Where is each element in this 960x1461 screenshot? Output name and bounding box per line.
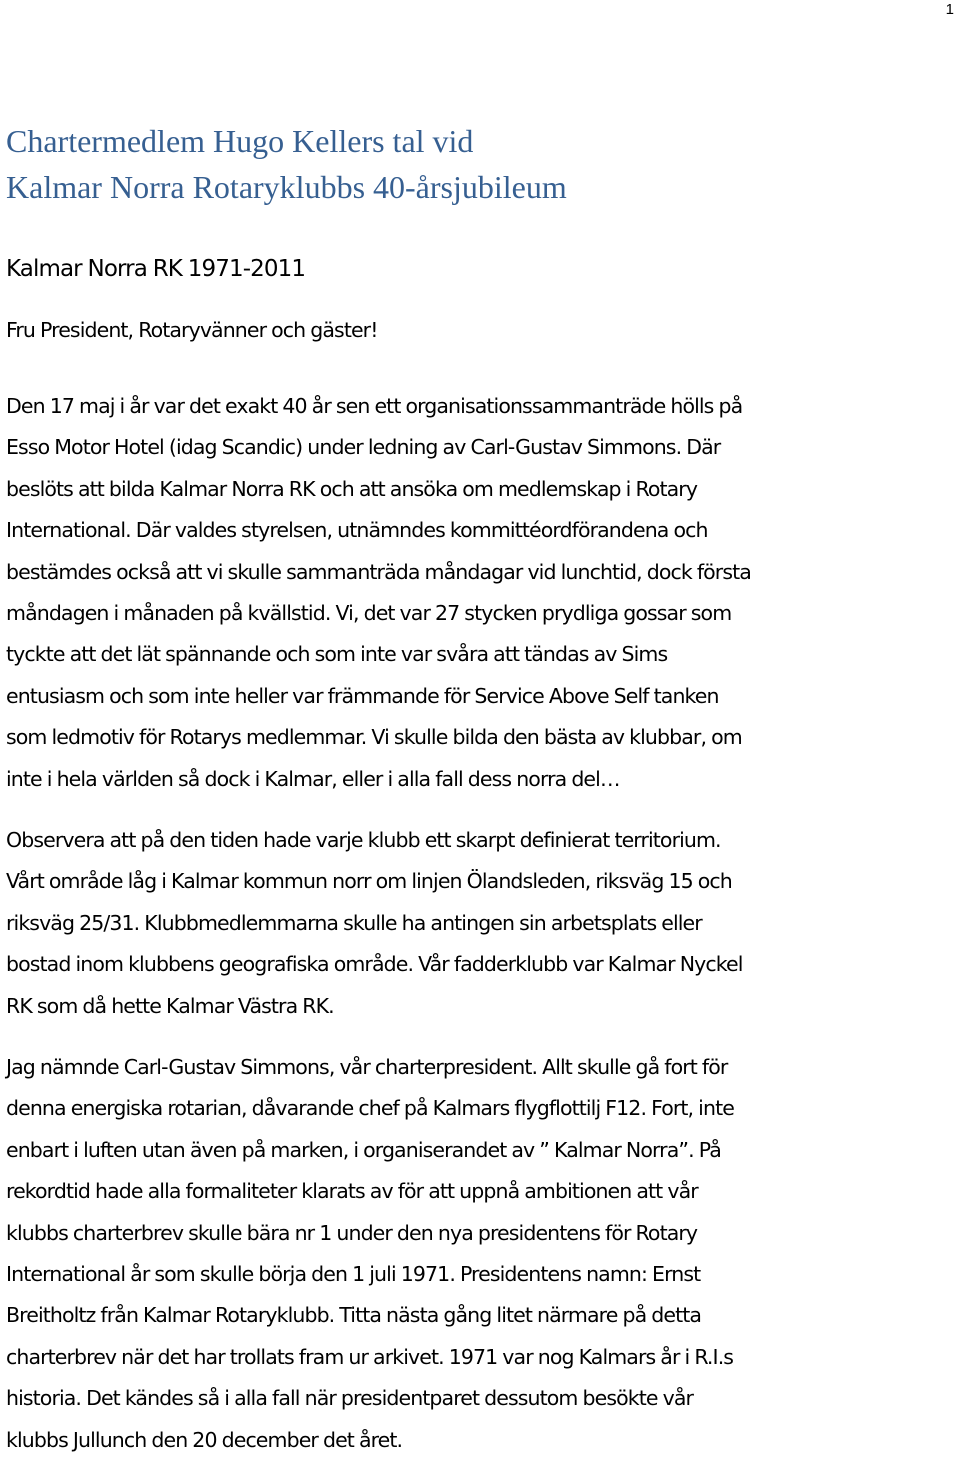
paragraph-line: bestämdes också att vi skulle sammanträda måndagar vid lunchtid, dock första bbox=[6, 559, 751, 584]
paragraph-line: bostad inom klubbens geografiska område. Vår fadderklubb var Kalmar Nyckel bbox=[6, 952, 743, 977]
paragraph-line: historia. Det kändes så i alla fall när presidentparet dessutom besökte vår bbox=[6, 1386, 694, 1411]
paragraph-line: klubbs charterbrev skulle bära nr 1 under den nya presidentens för Rotary bbox=[6, 1220, 698, 1245]
paragraph-line: enbart i luften utan även på marken, i organiserandet av ” Kalmar Norra”. På bbox=[6, 1137, 721, 1162]
paragraph-line: klubbs Jullunch den 20 december det året. bbox=[6, 1427, 403, 1452]
paragraph-line: Esso Motor Hotel (idag Scandic) under ledning av Carl-Gustav Simmons. Där bbox=[6, 435, 721, 460]
paragraph-line: charterbrev när det har trollats fram ur arkivet. 1971 var nog Kalmars år i R.I.s bbox=[6, 1344, 734, 1369]
paragraph-line: Observera att på den tiden hade varje klubb ett skarpt definierat territorium. bbox=[6, 828, 721, 852]
page-number: 1 bbox=[945, 1, 954, 18]
paragraph-line: entusiasm och som inte heller var främmande för Service Above Self tanken bbox=[6, 683, 719, 708]
paragraph-line: riksväg 25/31. Klubbmedlemmarna skulle ha antingen sin arbetsplats eller bbox=[6, 910, 702, 935]
salutation: Fru President, Rotaryvänner och gäster! bbox=[6, 318, 378, 342]
title-line-2: Kalmar Norra Rotaryklubbs 40-årsjubileum bbox=[6, 169, 567, 205]
paragraph-line: International år som skulle börja den 1 juli 1971. Presidentens namn: Ernst bbox=[6, 1262, 701, 1287]
paragraph-line: måndagen i månaden på kvällstid. Vi, det var 27 stycken prydliga gossar som bbox=[6, 601, 732, 626]
paragraph-line: Breitholtz från Kalmar Rotaryklubb. Titta nästa gång litet närmare på detta bbox=[6, 1303, 702, 1328]
paragraph-line: denna energiska rotarian, dåvarande chef på Kalmars flygflottilj F12. Fort, inte bbox=[6, 1096, 734, 1121]
paragraph-line: Vårt område låg i Kalmar kommun norr om linjen Ölandsleden, riksväg 15 och bbox=[6, 869, 732, 894]
document-title bbox=[6, 118, 567, 210]
paragraph-line: International. Där valdes styrelsen, utnämndes kommittéordförandena och bbox=[6, 518, 708, 543]
paragraph-3 bbox=[6, 1047, 954, 1461]
paragraph-line: Jag nämnde Carl-Gustav Simmons, vår charterpresident. Allt skulle gå fort för bbox=[6, 1055, 728, 1079]
paragraph-line: som ledmotiv för Rotarys medlemmar. Vi skulle bilda den bästa av klubbar, om bbox=[6, 725, 742, 750]
document-subtitle: Kalmar Norra RK 1971-2011 bbox=[6, 256, 306, 282]
paragraph-line: rekordtid hade alla formaliteter klarats av för att uppnå ambitionen att vår bbox=[6, 1179, 698, 1204]
paragraph-line: inte i hela världen så dock i Kalmar, eller i alla fall dess norra del… bbox=[6, 766, 620, 791]
paragraph-1 bbox=[6, 386, 954, 800]
paragraph-line: tyckte att det lät spännande och som inte var svåra att tändas av Sims bbox=[6, 642, 668, 667]
paragraph-line: RK som då hette Kalmar Västra RK. bbox=[6, 993, 334, 1018]
paragraph-line: beslöts att bilda Kalmar Norra RK och att ansöka om medlemskap i Rotary bbox=[6, 476, 698, 501]
title-line-1: Chartermedlem Hugo Kellers tal vid bbox=[6, 123, 474, 159]
paragraph-2 bbox=[6, 820, 954, 1027]
paragraph-line: Den 17 maj i år var det exakt 40 år sen ett organisationssammanträde hölls på bbox=[6, 394, 743, 418]
